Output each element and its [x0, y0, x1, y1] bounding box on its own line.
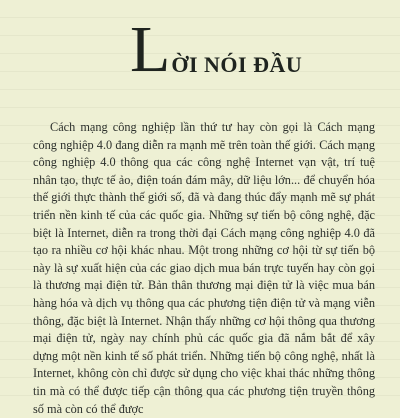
body-paragraph: Cách mạng công nghiệp lần thứ tư hay còn gọi là Cách mạng công nghiệp 4.0 đang diễn ra mạnh mẽ trên toàn thế giới. Cách mạng công nghiệp 4.0 thông qua các công nghệ Internet vạn vật, trí tuệ nhân tạo, thực tế ảo, điện toán đám mây, dữ liệu lớn... để chuyển hóa thế giới thực thành thế giới số, đã và đang thúc đẩy mạnh mẽ sự phát triển nền kinh tế của các quốc gia. Những sự tiến bộ công nghệ, đặc biệt là Internet, diễn ra trong thời đại Cách mạng công nghiệp 4.0 đã tạo ra nhiều cơ hội khác nhau. Một trong những cơ hội từ sự tiến bộ này là sự xuất hiện của các giao dịch mua bán trực tuyến hay còn gọi là thương mại điện tử. Bản thân thương mại điện tử là việc mua bán hàng hóa và dịch vụ thông qua các phương tiện điện tử và mạng viễn thông, đặc biệt là Internet. Nhận thấy những cơ hội thông qua thương mại điện tử, ngày nay chính phủ các quốc gia đã nắm bắt để xây dựng một nền kinh tế số phát triển. Những tiến bộ công nghệ, nhất là Internet, không còn chỉ được sử dụng cho việc khai thác những thông tin mà có thể được tiếp cận thông qua các phương tiện truyền thông số mà còn có thể được — [33, 120, 375, 416]
heading-drop-cap: L — [130, 13, 171, 86]
heading-title: ỜI NÓI ĐẦU — [171, 52, 303, 77]
chapter-heading — [130, 13, 303, 86]
